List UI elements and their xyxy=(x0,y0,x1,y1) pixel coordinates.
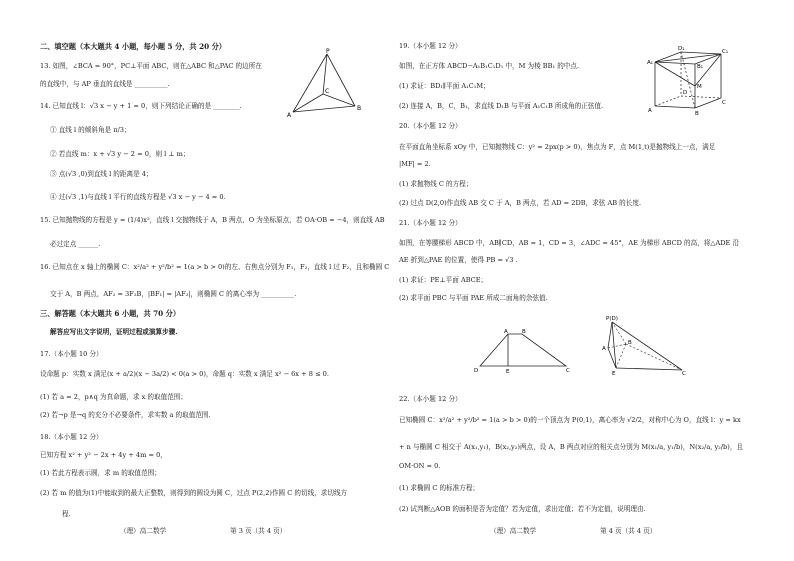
label-c: C xyxy=(722,100,726,106)
label-e: E xyxy=(506,369,510,374)
edge-pc xyxy=(612,322,682,370)
label-b1: B₁ xyxy=(697,64,703,70)
trapezoid xyxy=(480,334,566,366)
q22-part1: (1) 求椭圆 C 的标准方程； xyxy=(399,484,480,492)
q18-title: 18.（本小题 12 分） xyxy=(40,433,103,441)
q21-line2: AE 折到△PAE 的位置，使得 PB = √3 . xyxy=(399,256,518,264)
q19-line1: 如图，在正方体 ABCD−A₁B₁C₁D₁ 中，M 为棱 BB₁ 的中点. xyxy=(399,62,580,70)
edge-pe xyxy=(612,322,616,368)
edge-ab xyxy=(655,106,695,108)
q20-line2: |MF| = 2. xyxy=(399,160,431,168)
label-d: D xyxy=(683,90,688,96)
q16-line2: 交于 A，B 两点，AF₂ = 3F₂B，|BF₁| = |AF₂|，则椭圆 C 的离心率为 __________. xyxy=(50,290,297,298)
q21-title: 21.（本小题 12 分） xyxy=(399,219,462,227)
q17-title: 17.（本小题 10 分） xyxy=(40,350,103,358)
label-b: B xyxy=(695,111,699,116)
edge-cb xyxy=(323,94,355,106)
q20-title: 20.（本小题 12 分） xyxy=(399,122,462,130)
hidden-ab xyxy=(608,344,626,348)
q22-line1: 已知椭圆 C：x²/a² + y²/b² = 1(a > b > 0)的一个顶点为 P(0,1)，离心率为 √2/2，对称中心为 O，直线 l：y = kx xyxy=(399,416,741,424)
hidden-pb xyxy=(612,322,626,344)
left-footer-page: 第 3 页（共 4 页） xyxy=(230,527,287,535)
q20-part2: (2) 过点 D(2,0)作直线 AB 交 C 于 A，B 两点，若 AD = 2DB，求弦 AB 的长度. xyxy=(399,199,642,207)
right-footer-subject: （理）高二数学 xyxy=(490,527,537,535)
label-e: E xyxy=(612,371,616,376)
q17-part1: (1) 若 a = 2，p∧q 为真命题，求 x 的取值范围； xyxy=(40,393,187,401)
edge-a1m xyxy=(655,62,695,86)
q18-part2-cont: 程. xyxy=(62,510,71,518)
q15-line2: 必过定点 ______. xyxy=(50,240,101,248)
q13-figure xyxy=(285,48,365,120)
edge-pa xyxy=(293,54,330,112)
q16-line1: 16. 已知点在 x 轴上的椭圆 C：x²/a² + y²/b² = 1(a > b > 0)的左、右焦点分别为 F₁，F₂，直线 l 过 F₂，且和椭圆 C xyxy=(40,263,390,271)
label-c: C xyxy=(682,371,686,376)
q19-title: 19.（本小题 12 分） xyxy=(399,42,462,50)
q20-line1: 在平面直角坐标系 xOy 中，已知抛物线 C：y² = 2px(p > 0)，焦点为 F，点 M(1,t)是抛物线上一点，满足 xyxy=(399,143,716,151)
q13-line2: 的直线中，与 AP 垂直的直线是 __________. xyxy=(40,80,170,88)
q21-folded-figure xyxy=(602,314,690,376)
section2-heading: 二、填空题（本大题共 4 小题，每小题 5 分，共 20 分） xyxy=(40,42,226,51)
label-p: P(D) xyxy=(606,316,618,322)
q18-line1: 已知方程 x² + y² − 2x + 4y + 4m = 0， xyxy=(40,451,167,459)
q22-part2: (2) 试判断△AOB 的面积是否为定值？若为定值，求出定值；若不为定值，说明理由. xyxy=(399,505,646,513)
label-d1: D₁ xyxy=(678,46,685,52)
label-c1: C₁ xyxy=(722,49,729,55)
right-footer-page: 第 4 页（共 4 页） xyxy=(600,527,657,535)
label-b: B xyxy=(522,329,526,335)
left-footer-subject: （理）高二数学 xyxy=(120,527,167,535)
q21-trapezoid-figure xyxy=(472,326,580,374)
q14-opt4: ④ 过(√3 ,1)与直线 l 平行的直线方程是 √3 x − y − 4 = 0. xyxy=(50,193,226,201)
label-a: A xyxy=(287,112,292,119)
q22-line2: + n 与椭圆 C 相交于 A(x₁,y₁)，B(x₂,y₂)两点，设 A，B 两点对应的相关点分别为 M(x₁/a, y₁/b)，N(x₂/a, y₂/b)，且 xyxy=(399,443,744,451)
label-m: M xyxy=(697,84,702,90)
edge-pa xyxy=(608,322,612,348)
right-page xyxy=(397,0,794,561)
edge-pb xyxy=(327,54,355,106)
hidden-eb xyxy=(616,344,626,368)
q14-opt3: ③ 点(√3 ,0)到直线 l 的距离是 4； xyxy=(50,170,153,178)
q13-line1: 13. 如图，∠BCA = 90°，PC⊥平面 ABC，则在△ABC 和△PAC 的边所在 xyxy=(40,62,262,70)
label-b: B xyxy=(357,105,362,112)
label-c: C xyxy=(566,368,570,374)
q21-line1: 如图，在等腰梯形 ABCD 中，AB∥CD，AB = 1，CD = 3，∠ADC = 45°，AE 为梯形 ABCD 的高，将△ADE 沿 xyxy=(399,239,740,247)
q22-line3: OM·ON = 0. xyxy=(399,462,441,470)
hidden-diagonal-bd1 xyxy=(681,52,695,108)
label-p: P xyxy=(326,48,330,55)
label-c: C xyxy=(325,88,330,95)
q21-part1: (1) 求证：PE⊥平面 ABCE； xyxy=(399,276,488,284)
edge-ec xyxy=(616,368,682,370)
q19-part2: (2) 连接 A，B，C，B₁，求直线 D₁B 与平面 A₁C₁B 所成角的正弦值. xyxy=(399,102,604,110)
q18-part2: (2) 若 m 的值为(1)中能取到的最大正整数，则得到的圆设为圆 C，过点 P(2,2)作圆 C 的切线，求切线方 xyxy=(40,489,348,497)
label-d: D xyxy=(474,368,479,374)
hidden-edge-dc xyxy=(681,96,721,98)
q17-part2: (2) 若¬p 是¬q 的充分不必要条件，求实数 a 的取值范围. xyxy=(40,411,211,419)
edge-ab xyxy=(293,106,355,112)
label-a: A xyxy=(648,108,652,114)
label-a1: A₁ xyxy=(647,60,653,66)
label-b: B xyxy=(628,340,632,346)
q21-part2: (2) 求平面 PBC 与平面 PAE 所成二面角的余弦值. xyxy=(399,294,548,302)
q14-opt2: ② 若直线 m：x + √3 y − 2 = 0，则 l ⊥ m； xyxy=(50,150,190,158)
q17-line1: 设命题 p：实数 x 满足(x + a/2)(x − 3a/2) < 0(a > 0)，命题 q：实数 x 满足 x² − 6x + 8 ≤ 0. xyxy=(40,370,329,378)
q15-line1: 15. 已知抛物线的方程是 y = (1/4)x²，直线 l 交抛物线于 A，B 两点，O 为坐标原点，若 OA·OB = −4，则直线 AB xyxy=(40,216,385,224)
q19-cube-figure xyxy=(645,44,729,116)
label-a: A xyxy=(504,329,508,335)
q18-part1: (1) 若此方程表示圆，求 m 的取值范围； xyxy=(40,469,161,477)
q19-part1: (1) 求证：BD₁∥平面 A₁C₁M； xyxy=(399,82,490,90)
q20-part1: (1) 求抛物线 C 的方程； xyxy=(399,180,473,188)
q14-opt1: ① 直线 l 的倾斜角是 π/3； xyxy=(50,126,131,134)
hidden-edge-ad xyxy=(655,96,681,106)
section3-heading: 三、解答题（本大题共 6 小题，共 70 分） xyxy=(40,309,181,318)
q22-title: 22.（本小题 12 分） xyxy=(399,395,462,403)
section3-instruction: 解答应写出文字说明，证明过程或演算步骤. xyxy=(50,328,178,336)
label-a: A xyxy=(602,346,606,352)
q14-line1: 14. 已知直线 l：√3 x − y + 1 = 0，则下列结论正确的是 ________. xyxy=(40,102,242,110)
hidden-bc xyxy=(626,344,682,370)
edge-bc xyxy=(695,98,721,108)
